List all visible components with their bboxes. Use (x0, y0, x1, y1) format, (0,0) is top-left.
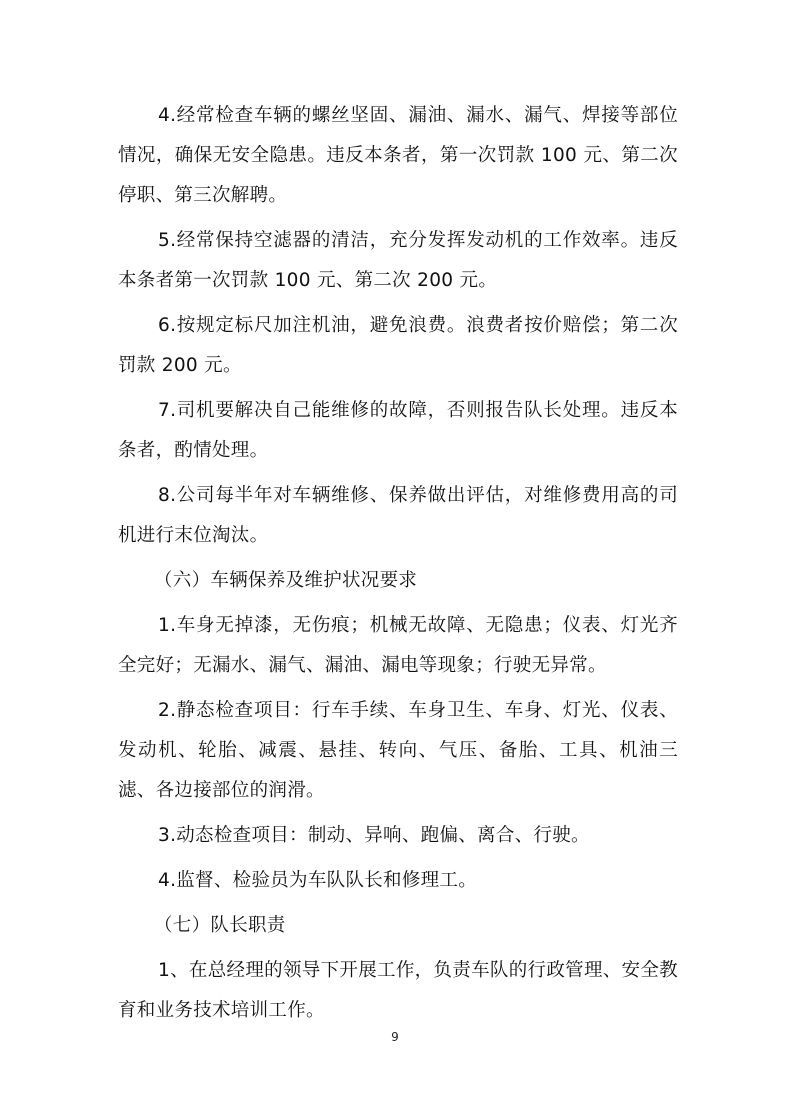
rule-item-6: 6.按规定标尺加注机油，避免浪费。浪费者按价赔偿；第二次罚款 200 元。 (118, 315, 678, 376)
maintenance-item-4: 4.监督、检验员为车队队长和修理工。 (158, 870, 478, 891)
page-number: 9 (391, 1030, 399, 1044)
rule-item-8: 8.公司每半年对车辆维修、保养做出评估，对维修费用高的司机进行末位淘汰。 (118, 485, 678, 546)
rule-item-7: 7.司机要解决自己能维修的故障，否则报告队长处理。违反本条者，酌情处理。 (118, 400, 678, 461)
rule-item-4: 4.经常检查车辆的螺丝坚固、漏油、漏水、漏气、焊接等部位情况，确保无安全隐患。违反本条者，第一次罚款 100 元、第二次停职、第三次解聘。 (118, 105, 678, 206)
maintenance-item-1: 1.车身无掉漆，无伤痕；机械无故障、无隐患；仪表、灯光齐全完好；无漏水、漏气、漏油、漏电等现象；行驶无异常。 (118, 615, 678, 676)
document-body (118, 96, 678, 1036)
section-heading-7: （七）队长职责 (154, 915, 286, 936)
rule-item-5: 5.经常保持空滤器的清洁，充分发挥发动机的工作效率。违反本条者第一次罚款 100 元、第二次 200 元。 (118, 230, 678, 291)
maintenance-item-3: 3.动态检查项目：制动、异响、跑偏、离合、行驶。 (158, 825, 590, 846)
section-heading-6: （六）车辆保养及维护状况要求 (154, 570, 418, 591)
captain-duty-item-1: 1、在总经理的领导下开展工作，负责车队的行政管理、安全教育和业务技术培训工作。 (118, 960, 678, 1021)
maintenance-item-2: 2.静态检查项目：行车手续、车身卫生、车身、灯光、仪表、发动机、轮胎、减震、悬挂、转向、气压、备胎、工具、机油三滤、各边接部位的润滑。 (118, 700, 678, 801)
